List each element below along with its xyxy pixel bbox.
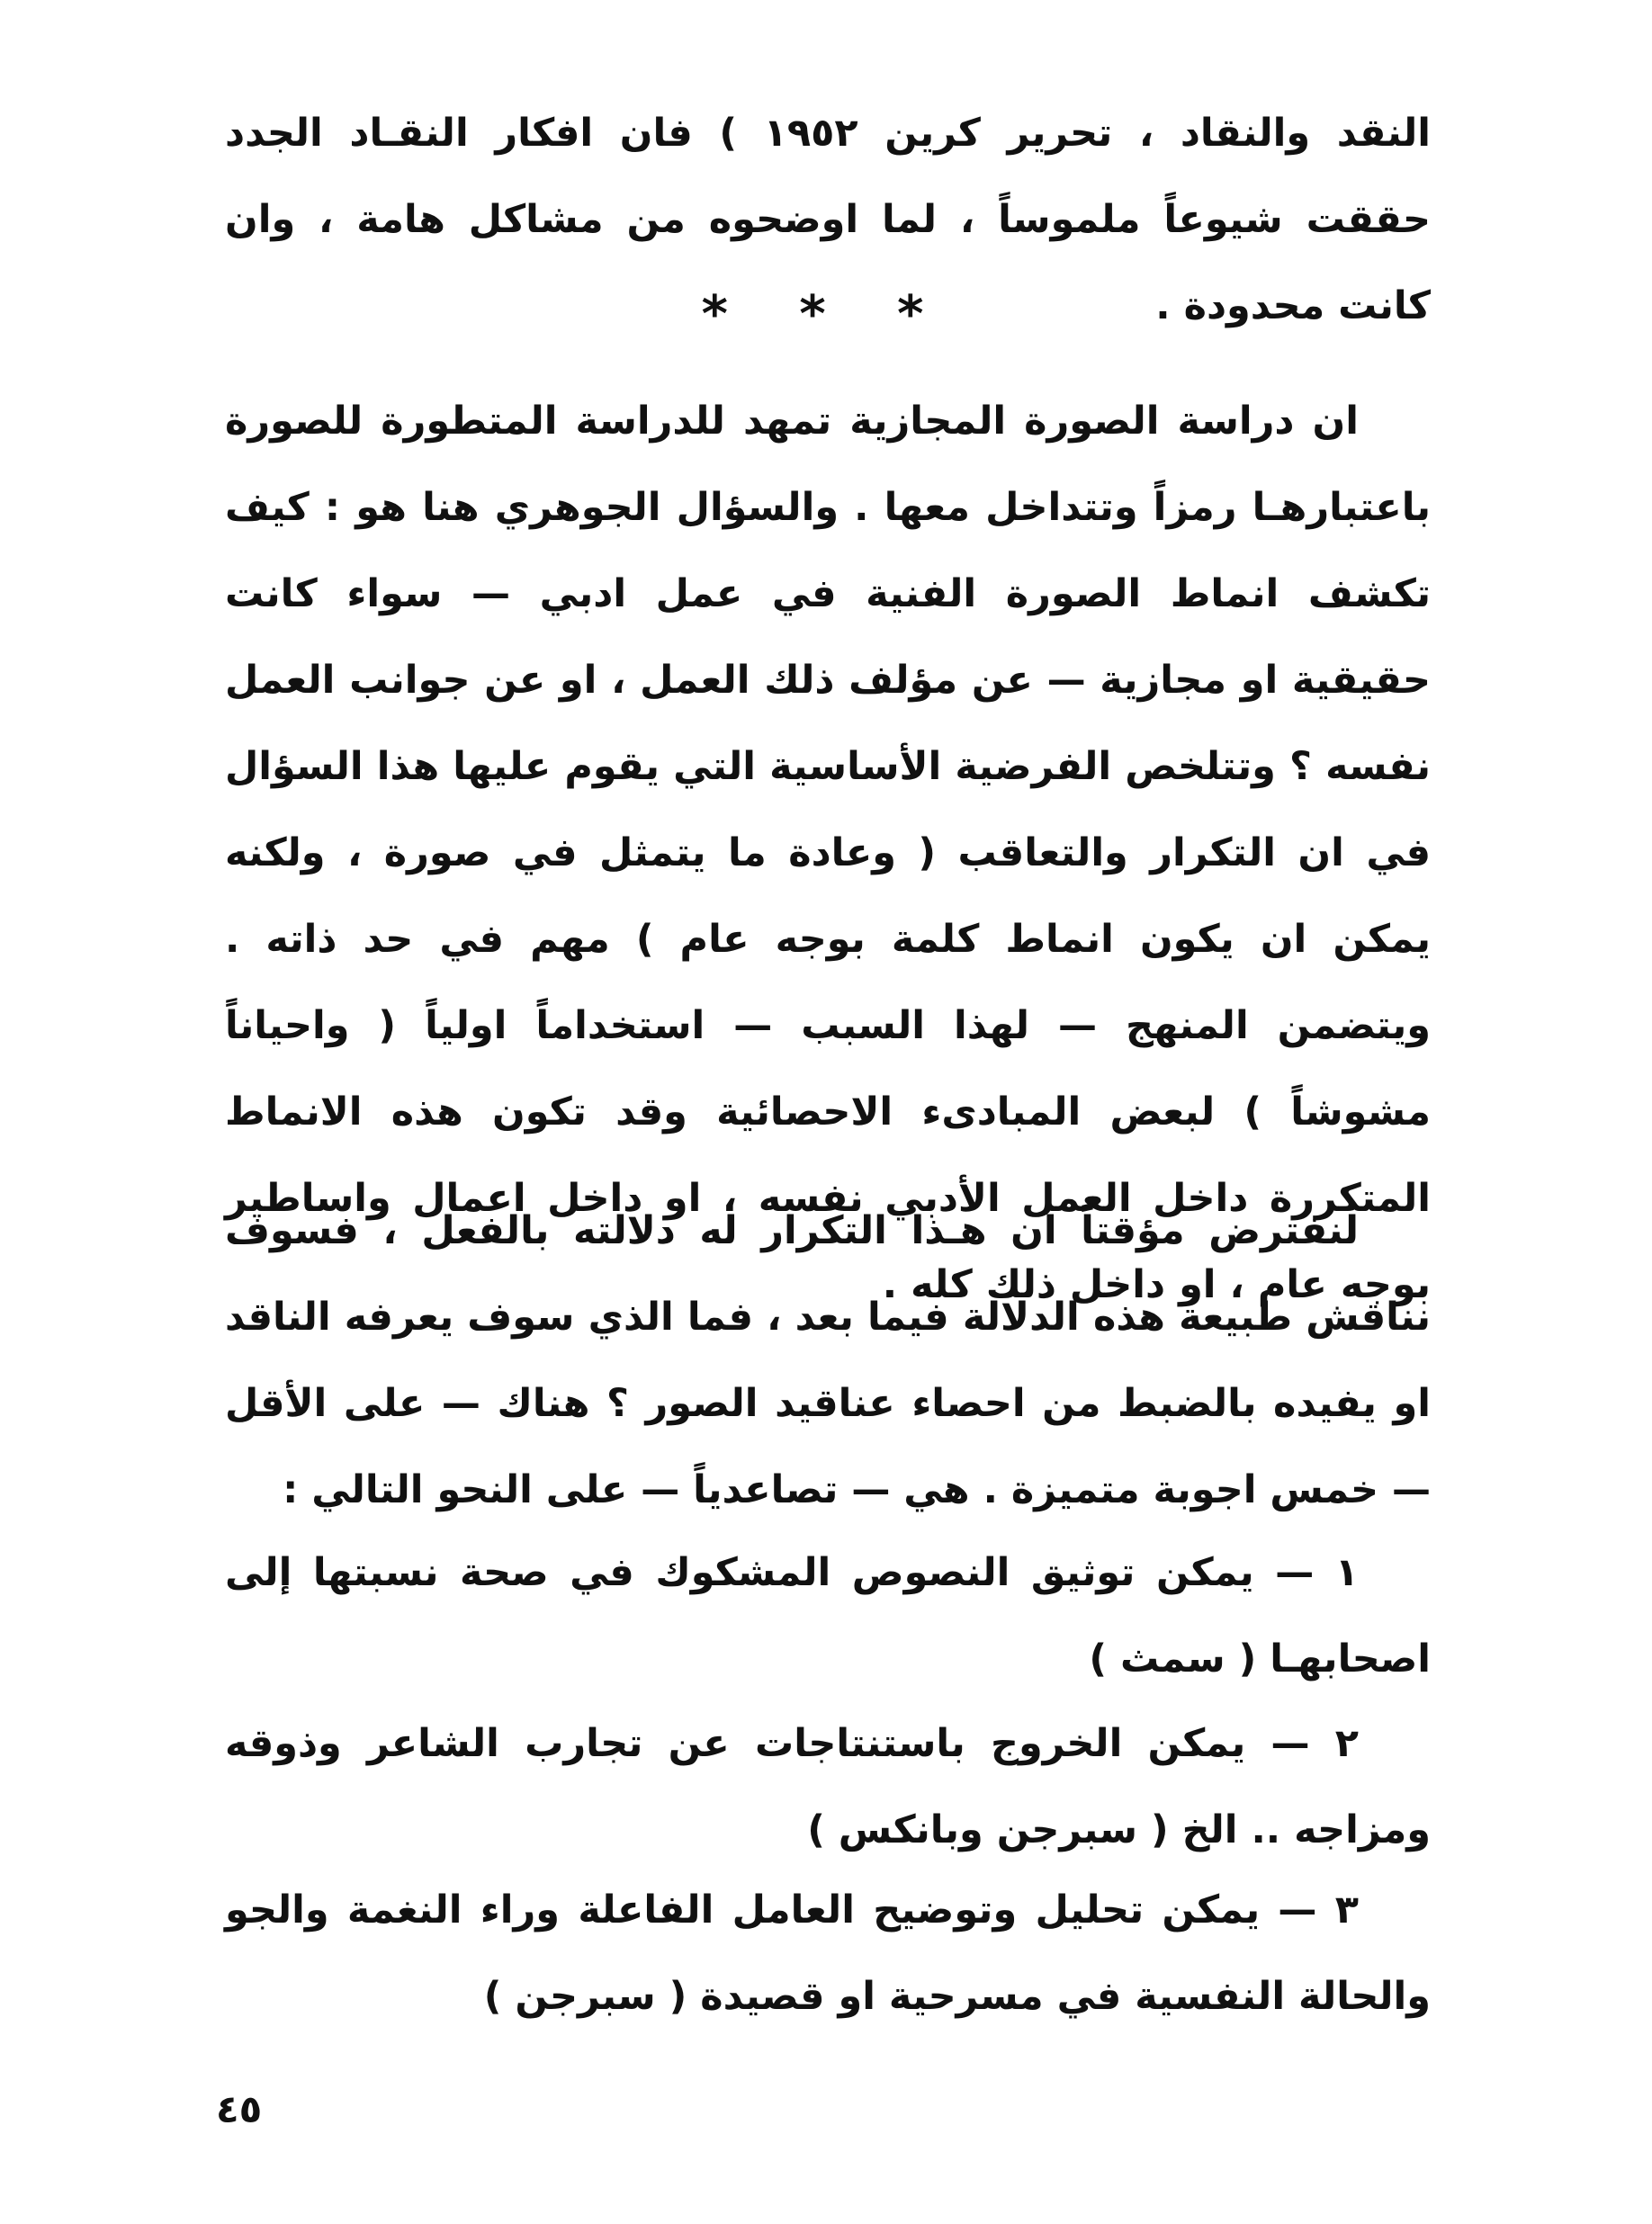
list-item-1: ١ — يمكن توثيق النصوص المشكوك في صحة نسبتها إلى اصحابهـا ( سمث ) — [225, 1550, 1431, 1681]
body-paragraph-hypothesis: لنفترض مؤقتاً ان هـذا التكرار له دلالته بالفعل ، فسوف نناقش طبيعة هذه الدلالة فيما بعد ، فما الذي سوف يعرفه الناقد او يفيده بالضبط من احصاء عناقيد الصور ؟ هناك — على الأقل — خمس اجوبة متميزة . هي — تصاعدياً — على النحو التالي : — [225, 1208, 1431, 1512]
list-item-3: ٣ — يمكن تحليل وتوضيح العامل الفاعلة وراء النغمة والجو والحالة النفسية في مسرحية او قصيدة ( سبرجن ) — [225, 1888, 1431, 2019]
section-separator: * * * — [701, 285, 951, 344]
body-paragraph-imagery: ان دراسة الصورة المجازية تمهد للدراسة المتطورة للصورة باعتبارهـا رمزاً وتتداخل معها . والسؤال الجوهري هنا هو : كيف تكشف انماط الصورة الفنية في عمل ادبي — سواء كانت حقيقية او مجازية — عن مؤلف ذلك العمل ، او عن جوانب العمل نفسه ؟ وتتلخص الفرضية الأساسية التي يقوم عليها هذا السؤال في ان التكرار والتعاقب ( وعادة ما يتمثل في صورة ، ولكنه يمكن ان يكون انماط كلمة بوجه عام ) مهم في حد ذاته . ويتضمن المنهج — لهذا السبب — استخداماً اولياً ( واحياناً مشوشاً ) لبعض المبادىء الاحصائية وقد تكون هذه الانماط المتكررة داخل العمل الأدبي نفسه ، او داخل اعمال واساطير بوجه عام ، او داخل ذلك كله . — [225, 399, 1431, 1307]
list-item-2: ٢ — يمكن الخروج باستنتاجات عن تجارب الشاعر وذوقه ومزاجه .. الخ ( سبرجن وبانكس ) — [225, 1721, 1431, 1852]
intro-paragraph: النقد والنقاد ، تحرير كرين ١٩٥٢ ) فان افكار النقـاد الجدد حققت شيوعاً ملموساً ، لما اوضحوه من مشاكل هامة ، وان كانت محدودة . — [225, 111, 1431, 328]
page-number: ٤٥ — [216, 2087, 263, 2131]
